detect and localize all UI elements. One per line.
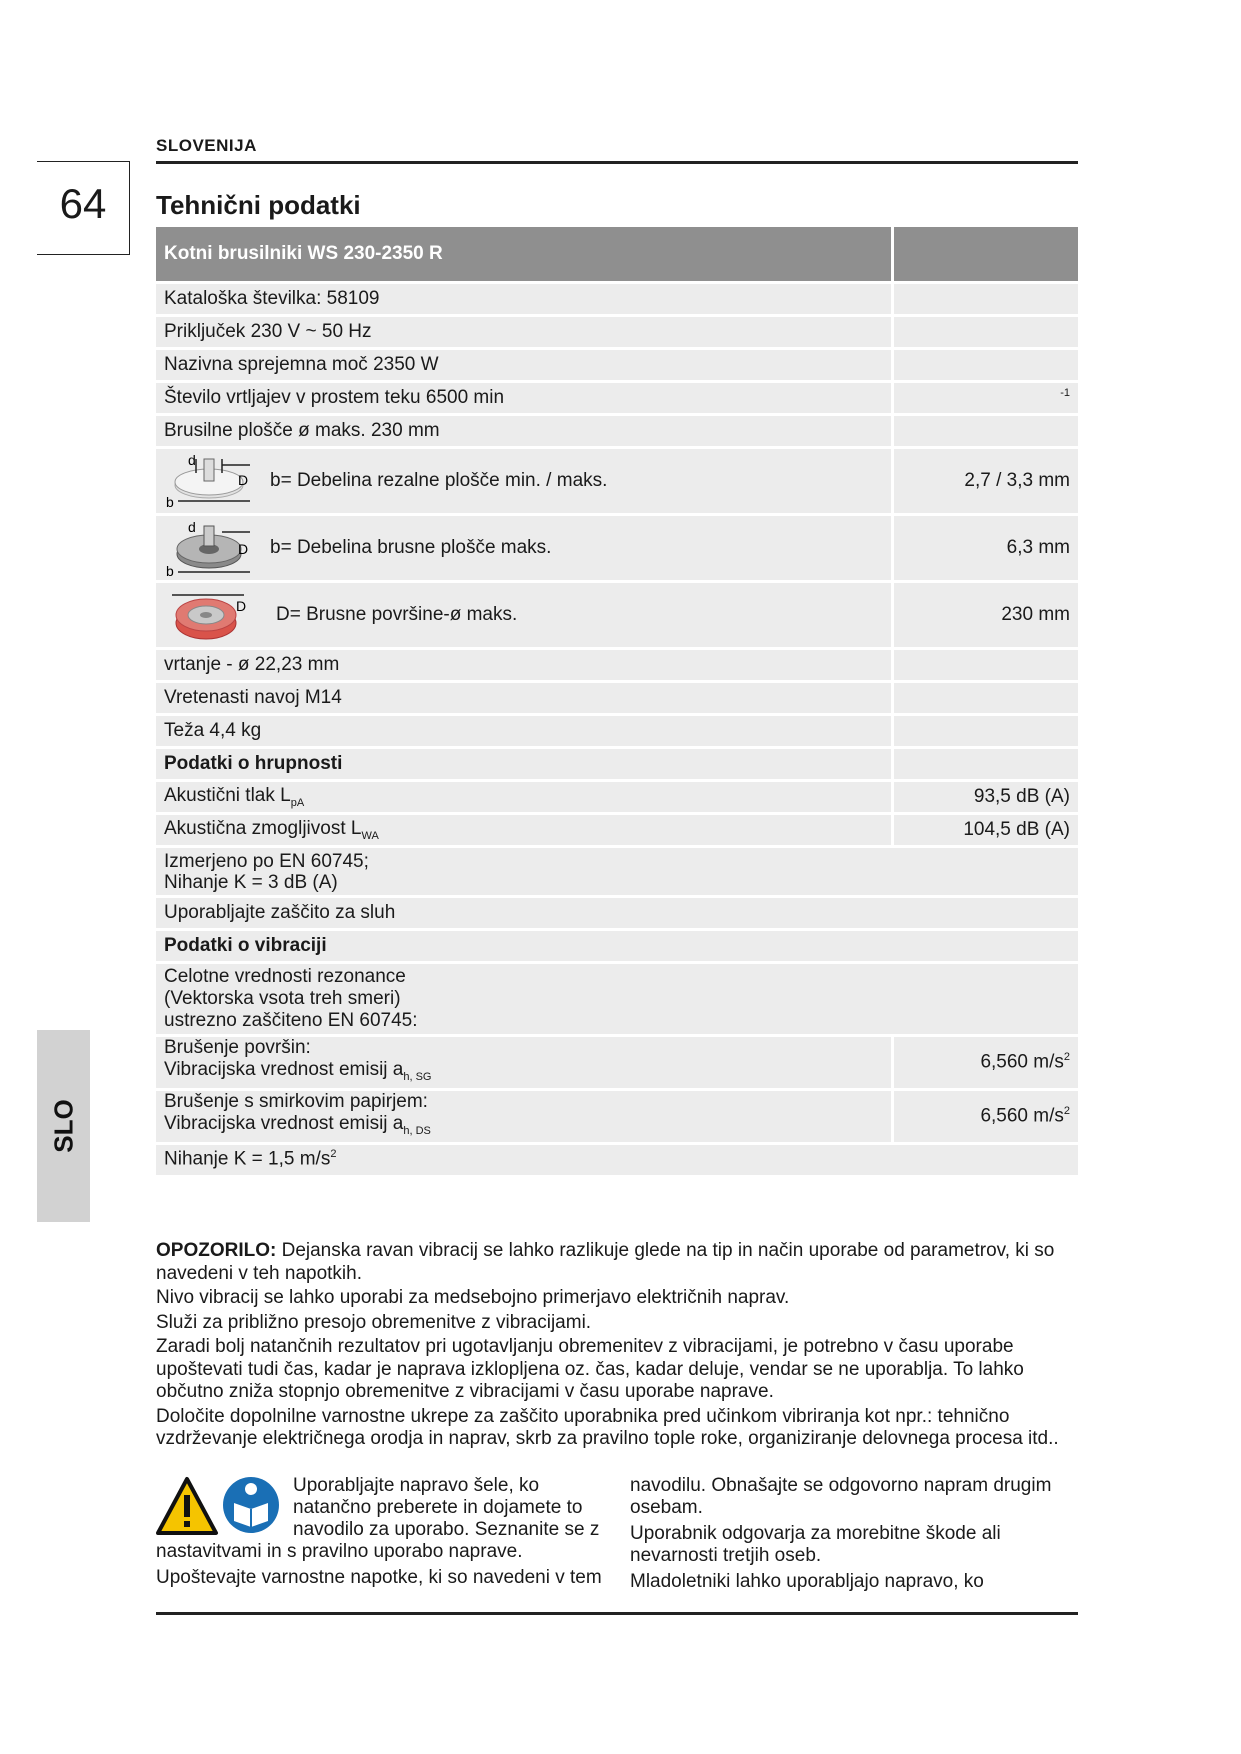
table-row <box>156 317 1078 347</box>
table-row <box>156 284 1078 314</box>
measured-standard: Izmerjeno po EN 60745; <box>164 850 369 872</box>
sound-power-value: 104,5 dB (A) <box>891 815 1078 845</box>
flap-disc-icon <box>164 585 254 645</box>
hearing-protection: Uporabljajte zaščito za sluh <box>156 898 1078 928</box>
sandpaper-grinding-label: Brušenje s smirkovim papirjem: <box>164 1090 428 1112</box>
sound-pressure-label: Akustični tlak L <box>164 785 291 807</box>
spec-table-header-value <box>891 227 1078 281</box>
warning-label: OPOZORILO: <box>156 1240 277 1261</box>
grind-thickness-label: b= Debelina brusne plošče maks. <box>270 537 552 558</box>
surface-diameter-label: D= Brusne površine-ø maks. <box>276 604 518 625</box>
cut-thickness-value: 2,7 / 3,3 mm <box>891 449 1078 513</box>
vibration-uncertainty-exponent: 2 <box>330 1148 337 1161</box>
table-row <box>156 782 1078 812</box>
sound-power-label: Akustična zmogljivost L <box>164 818 362 840</box>
table-row <box>156 848 1078 895</box>
svg-text:d: d <box>188 519 196 535</box>
country-label: SLOVENIJA <box>156 136 257 155</box>
rated-power: Nazivna sprejemna moč 2350 W <box>156 350 891 380</box>
surface-grinding-emission-label: Vibracijska vrednost emisij a <box>164 1059 404 1080</box>
table-row <box>156 650 1078 680</box>
cutting-disc-icon <box>164 451 254 511</box>
vibration-uncertainty: Nihanje K = 1,5 m/s <box>164 1148 331 1170</box>
side-language-label: SLO <box>48 1099 78 1153</box>
safety-icons <box>156 1475 281 1539</box>
sandpaper-emission-label: Vibracijska vrednost emisij a <box>164 1112 404 1134</box>
table-row <box>156 815 1078 845</box>
grind-thickness-value: 6,3 mm <box>891 516 1078 580</box>
table-row <box>156 583 1078 647</box>
idle-speed: Število vrtljajev v prostem teku 6500 min <box>156 383 891 413</box>
weight: Teža 4,4 kg <box>156 716 891 746</box>
sound-pressure-value: 93,5 dB (A) <box>891 782 1078 812</box>
safety-left-text-2: Upoštevajte varnostne napotke, ki so navedeni v tem <box>156 1567 602 1588</box>
sandpaper-exponent: 2 <box>1063 1105 1070 1118</box>
total-values-line-2: (Vektorska vsota treh smeri) <box>164 988 401 1009</box>
safety-right-column <box>630 1475 1080 1597</box>
table-row <box>156 516 1078 580</box>
table-row <box>156 683 1078 713</box>
warning-text-5: Določite dopolnilne varnostne ukrepe za zaščito uporabnika pred učinkom vibriranja kot npr.: tehnično vzdrževanje električnega orodja in naprav, skrb za pravilno tople roke, organiziranje delovnega procesa itd.. <box>156 1405 1059 1449</box>
table-row <box>156 749 1078 779</box>
disc-max-diameter: Brusilne plošče ø maks. 230 mm <box>156 416 891 446</box>
table-row <box>156 383 1078 413</box>
safety-left-column <box>156 1475 606 1593</box>
svg-text:D: D <box>238 472 249 488</box>
total-values-line-1: Celotne vrednosti rezonance <box>164 966 406 987</box>
rpm-unit-exponent: -1 <box>1060 386 1070 399</box>
surface-grinding-label: Brušenje površin: <box>164 1037 311 1058</box>
header-rule <box>156 161 1078 164</box>
sandpaper-value: 6,560 m/s <box>980 1105 1064 1127</box>
spec-table-title: Kotni brusilniki WS 230-2350 R <box>156 227 891 281</box>
spec-table-header <box>156 227 1078 281</box>
cut-thickness-label: b= Debelina rezalne plošče min. / maks. <box>270 470 608 491</box>
warning-text-4: Zaradi bolj natančnih rezultatov pri ugotavljanju obremenitev z vibracijami, je potrebno v času uporabe upoštevati tudi čas, kadar je naprava izklopljena oz. čas, kadar deluje, vendar se ne uporablja. To lahko občutno zniža stopnjo obremenitve z vibracijami v času uporabe naprave. <box>156 1336 1024 1402</box>
surface-grinding-value: 6,560 m/s <box>980 1051 1064 1073</box>
safety-right-text-3: Mladoletniki lahko uporabljajo napravo, ko <box>630 1571 984 1592</box>
table-row <box>156 931 1078 961</box>
catalog-number: Kataloška številka: 58109 <box>156 284 891 314</box>
total-values-line-3: ustrezno zaščiteno EN 60745: <box>164 1010 418 1031</box>
section-title: Tehnični podatki <box>156 190 361 220</box>
noise-heading: Podatki o hrupnosti <box>156 749 891 779</box>
connection: Priključek 230 V ~ 50 Hz <box>156 317 891 347</box>
surface-grinding-exponent: 2 <box>1063 1051 1070 1064</box>
table-row <box>156 449 1078 513</box>
svg-text:b: b <box>166 494 174 510</box>
svg-text:D: D <box>238 541 249 557</box>
table-row <box>156 416 1078 446</box>
page-number: 64 <box>59 180 107 227</box>
table-row <box>156 1037 1078 1088</box>
table-row <box>156 898 1078 928</box>
svg-text:d: d <box>188 452 196 468</box>
read-manual-icon <box>223 1477 279 1533</box>
svg-text:D: D <box>236 598 247 614</box>
warning-text-2: Nivo vibracij se lahko uporabi za medsebojno primerjavo električnih naprav. <box>156 1287 790 1308</box>
warning-block <box>156 1240 1086 1453</box>
sound-power-sub: WA <box>361 829 379 842</box>
safety-right-text-2: Uporabnik odgovarja za morebitne škode ali nevarnosti tretjih oseb. <box>630 1523 1001 1566</box>
surface-diameter-value: 230 mm <box>891 583 1078 647</box>
spindle-thread: Vretenasti navoj M14 <box>156 683 891 713</box>
warning-text-1: Dejanska ravan vibracij se lahko razlikuje glede na tip in način uporabe od parametrov, ki so navedeni v teh napotkih. <box>156 1240 1055 1284</box>
spec-table <box>156 224 1078 1178</box>
table-row <box>156 964 1078 1034</box>
svg-text:b: b <box>166 563 174 578</box>
bore-diameter: vrtanje - ø 22,23 mm <box>156 650 891 680</box>
safety-left-text-1: Uporabljajte napravo šele, ko natančno preberete in dojamete to navodilo za uporabo. Seznanite se z nastavitvami in s pravilno uporabo naprave. <box>156 1475 600 1562</box>
sound-pressure-sub: pA <box>290 796 305 809</box>
safety-right-text-1: navodilu. Obnašajte se odgovorno napram drugim osebam. <box>630 1475 1052 1518</box>
sandpaper-sub: h, DS <box>403 1124 431 1137</box>
table-row <box>156 1145 1078 1175</box>
table-row <box>156 350 1078 380</box>
grinding-disc-icon <box>164 518 254 578</box>
table-row <box>156 716 1078 746</box>
vibration-heading: Podatki o vibraciji <box>156 931 1078 961</box>
surface-grinding-sub: h, SG <box>403 1070 432 1083</box>
table-row <box>156 1091 1078 1142</box>
measured-uncertainty: Nihanje K = 3 dB (A) <box>164 871 338 893</box>
footer-rule <box>156 1612 1078 1615</box>
warning-text-3: Služi za približno presojo obremenitve z vibracijami. <box>156 1311 592 1333</box>
warning-triangle-icon <box>158 1479 216 1533</box>
side-language-label-wrap <box>37 1030 90 1222</box>
